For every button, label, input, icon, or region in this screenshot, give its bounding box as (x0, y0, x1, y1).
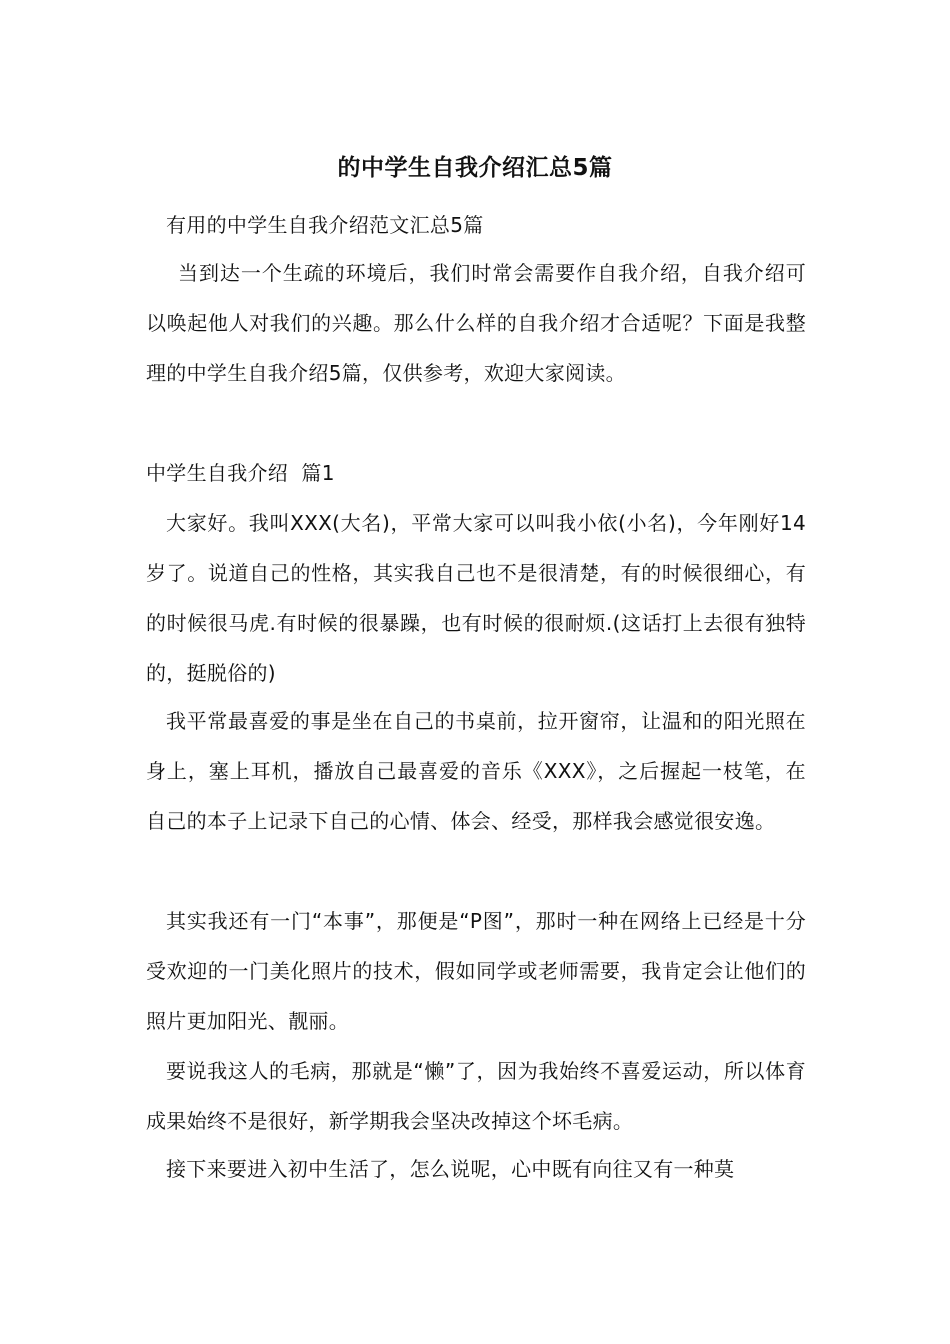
body-paragraph: 要说我这人的毛病，那就是“懒”了，因为我始终不喜爱运动，所以体育成果始终不是很好，新学期我会坚决改掉这个坏毛病。 (146, 1059, 806, 1133)
body-paragraph: 大家好。我叫XXX(大名)，平常大家可以叫我小依(小名)，今年刚好14岁了。说道自己的性格，其实我自己也不是很清楚，有的时候很细心，有的时候很马虎.有时候的很暴躁，也有时候的很耐烦.(这话打上去很有独特的，挺脱俗的) (146, 511, 806, 685)
body-paragraph: 我平常最喜爱的事是坐在自己的书桌前，拉开窗帘，让温和的阳光照在身上，塞上耳机，播放自己最喜爱的音乐《XXX》，之后握起一枝笔，在自己的本子上记录下自己的心情、体会、经受，那样我会感觉很安逸。 (146, 709, 806, 833)
document-subtitle: 有用的中学生自我介绍范文汇总5篇 (166, 213, 484, 237)
body-paragraph: 接下来要进入初中生活了，怎么说呢，心中既有向往又有一种莫 (166, 1157, 735, 1181)
document-title: 的中学生自我介绍汇总5篇 (337, 155, 613, 181)
body-paragraph: 其实我还有一门“本事”，那便是“P图”，那时一种在网络上已经是十分受欢迎的一门美化照片的技术，假如同学或老师需要，我肯定会让他们的照片更加阳光、靓丽。 (146, 909, 806, 1033)
section-heading: 中学生自我介绍 篇1 (146, 461, 335, 485)
intro-paragraph: 当到达一个生疏的环境后，我们时常会需要作自我介绍，自我介绍可以唤起他人对我们的兴趣。那么什么样的自我介绍才合适呢？下面是我整理的中学生自我介绍5篇，仅供参考，欢迎大家阅读。 (146, 261, 806, 385)
